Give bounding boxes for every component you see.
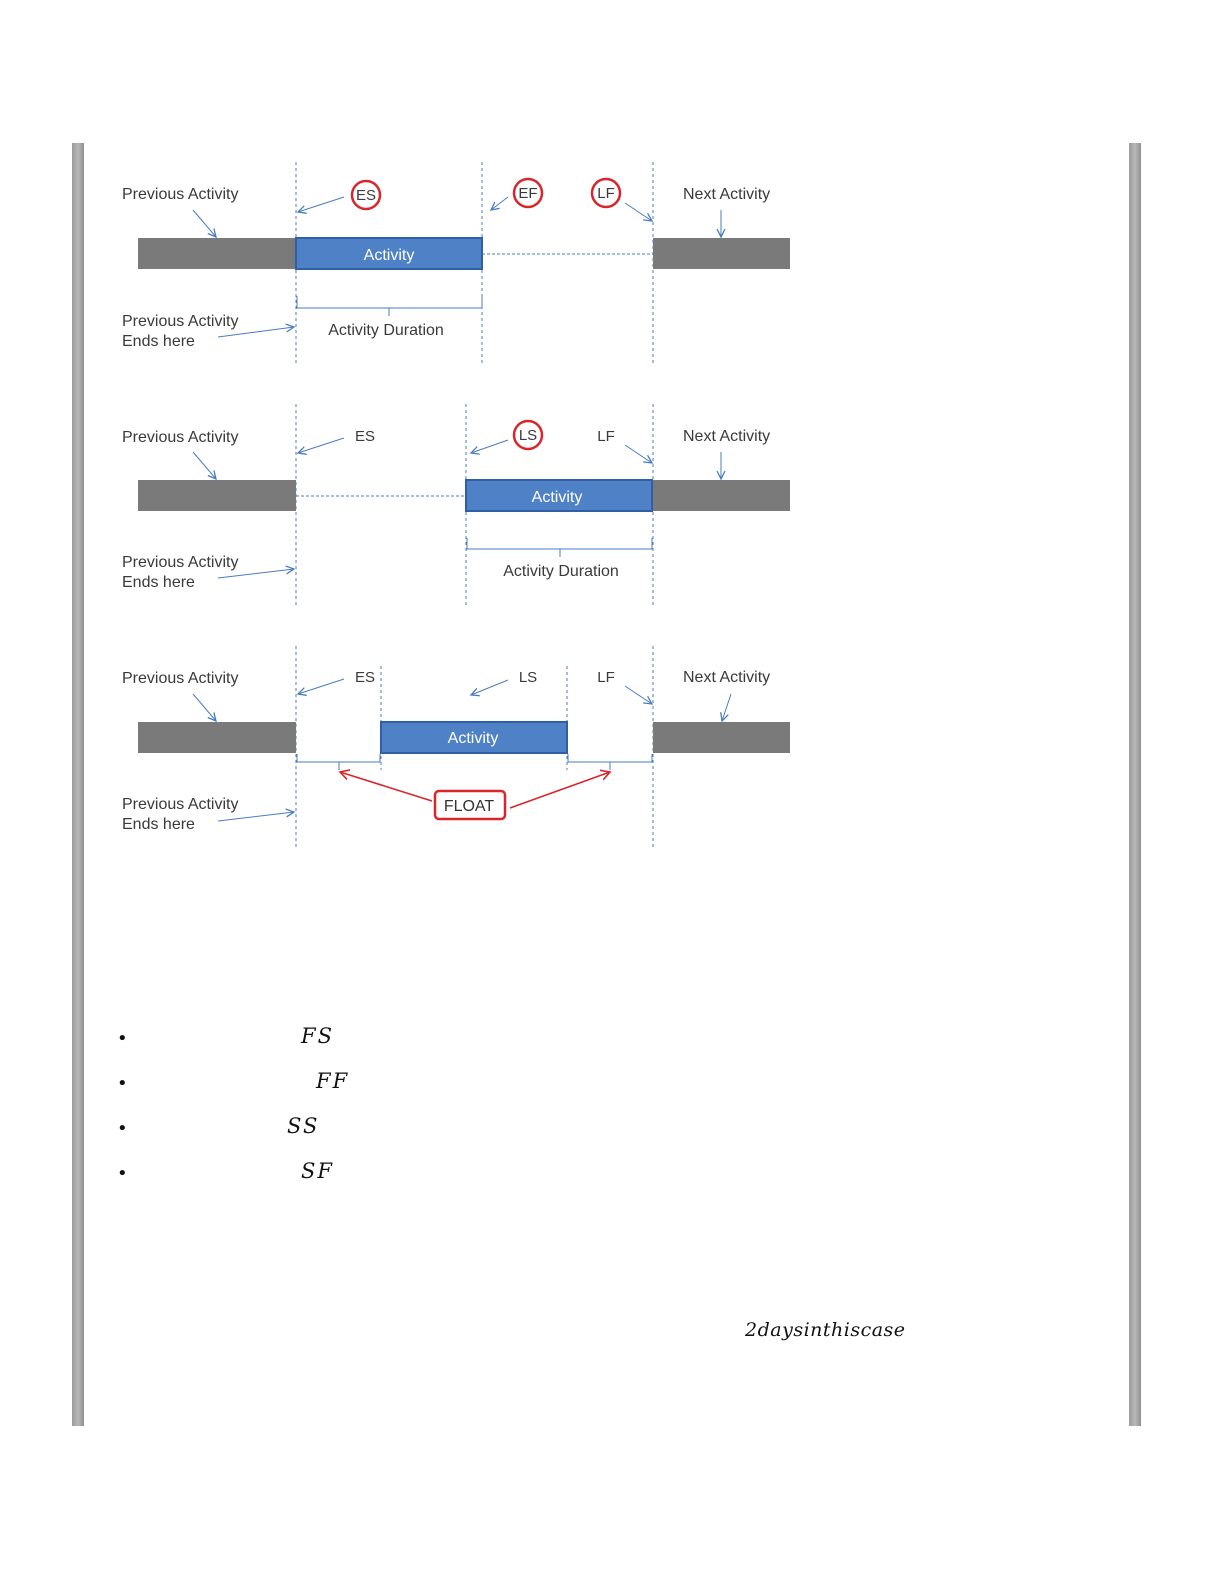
lf-label: LF bbox=[597, 428, 615, 445]
es-label: ES bbox=[355, 187, 377, 204]
dependency-term-sf: SF bbox=[301, 1159, 334, 1183]
activity-label: Activity bbox=[447, 730, 499, 747]
previous-activity-bar bbox=[138, 722, 296, 753]
float-arrow-right bbox=[510, 772, 610, 808]
float-label: FLOAT bbox=[443, 798, 495, 815]
previous-activity-bar bbox=[138, 480, 296, 511]
float-arrow-left bbox=[340, 772, 432, 801]
activity-duration-label: Activity Duration bbox=[503, 563, 619, 580]
previous-activity-label: Previous Activity bbox=[122, 186, 239, 203]
ls-arrow bbox=[471, 680, 508, 695]
bullet-dot: • bbox=[117, 1163, 128, 1184]
previous-activity-arrow bbox=[193, 452, 216, 479]
ends-here-arrow bbox=[218, 812, 294, 821]
duration-bracket bbox=[467, 538, 652, 557]
diagram-1 bbox=[122, 162, 790, 366]
dependency-term-ss: SS bbox=[287, 1114, 320, 1138]
previous-activity-ends-line2: Ends here bbox=[122, 816, 195, 833]
previous-activity-ends-line2: Ends here bbox=[122, 333, 195, 350]
diagram-2 bbox=[122, 404, 790, 608]
ef-label: EF bbox=[518, 185, 538, 202]
previous-activity-ends-line1: Previous Activity bbox=[122, 313, 239, 330]
duration-bracket bbox=[297, 296, 482, 316]
next-activity-label: Next Activity bbox=[683, 186, 771, 203]
lf-arrow bbox=[625, 445, 652, 463]
next-activity-label: Next Activity bbox=[683, 669, 771, 686]
dependency-term-ff: FF bbox=[316, 1069, 350, 1093]
ls-label: LS bbox=[518, 669, 538, 686]
previous-activity-arrow bbox=[193, 694, 216, 721]
es-arrow bbox=[298, 197, 344, 212]
previous-activity-ends-line2: Ends here bbox=[122, 574, 195, 591]
lf-arrow bbox=[625, 686, 652, 704]
bullet-dot: • bbox=[117, 1028, 128, 1049]
bullet-dot: • bbox=[117, 1073, 128, 1094]
next-activity-bar bbox=[653, 722, 790, 753]
next-activity-label: Next Activity bbox=[683, 428, 771, 445]
diagram-3 bbox=[122, 646, 790, 850]
next-activity-bar bbox=[653, 480, 790, 511]
previous-activity-arrow bbox=[193, 210, 216, 237]
ls-label: LS bbox=[518, 427, 538, 444]
lf-label: LF bbox=[597, 669, 615, 686]
es-label: ES bbox=[354, 428, 376, 445]
previous-activity-ends-line1: Previous Activity bbox=[122, 554, 239, 571]
activity-duration-label: Activity Duration bbox=[328, 322, 444, 339]
previous-activity-bar bbox=[138, 238, 296, 269]
lf-label: LF bbox=[597, 185, 615, 202]
ef-arrow bbox=[491, 197, 508, 210]
activity-label: Activity bbox=[363, 247, 415, 264]
next-activity-arrow bbox=[722, 694, 731, 721]
lf-arrow bbox=[625, 203, 652, 221]
activity-label: Activity bbox=[531, 489, 583, 506]
early-float-bracket bbox=[297, 754, 380, 770]
bullet-dot: • bbox=[117, 1118, 128, 1139]
es-arrow bbox=[298, 438, 344, 453]
float-note: 2daysinthiscase bbox=[745, 1319, 906, 1341]
previous-activity-label: Previous Activity bbox=[122, 670, 239, 687]
previous-activity-label: Previous Activity bbox=[122, 429, 239, 446]
es-arrow bbox=[298, 679, 344, 694]
previous-activity-ends-line1: Previous Activity bbox=[122, 796, 239, 813]
ls-arrow bbox=[471, 440, 508, 453]
es-label: ES bbox=[354, 669, 376, 686]
next-activity-bar bbox=[653, 238, 790, 269]
dependency-term-fs: FS bbox=[301, 1024, 334, 1048]
late-float-bracket bbox=[568, 754, 652, 770]
